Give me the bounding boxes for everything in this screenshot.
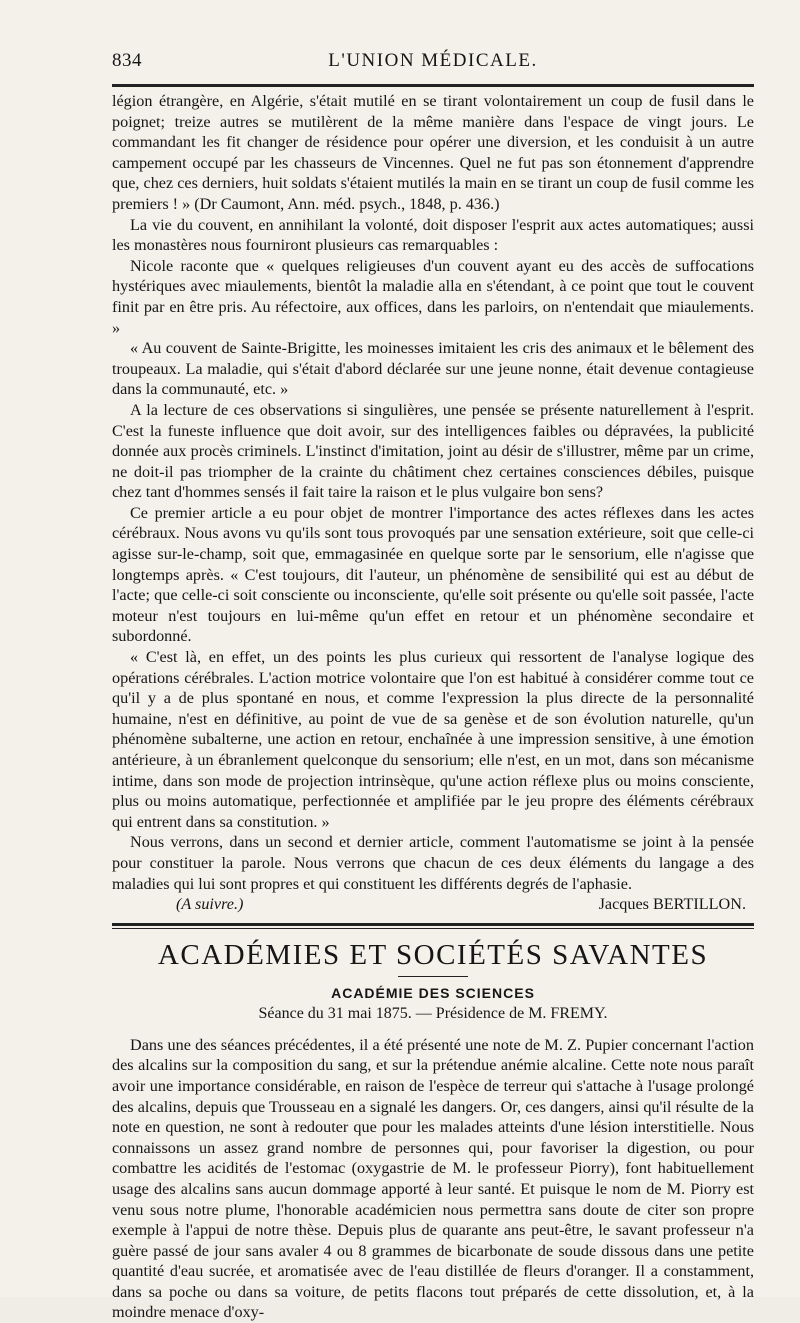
author-signature: Jacques BERTILLON. — [598, 895, 746, 914]
article-paragraph: « Au couvent de Sainte-Brigitte, les moinesses imitaient les cris des animaux et le bêlement des troupeaux. La maladie, qui s'était d'abord déclarée sur une jeune nonne, était devenue contagieuse dans la communauté, etc. » — [112, 339, 754, 399]
section-body — [112, 1035, 754, 1323]
to-be-continued: (A suivre.) — [176, 895, 244, 914]
signature-line — [112, 894, 754, 915]
section-rule-thick — [112, 923, 754, 926]
article-paragraph: Ce premier article a eu pour objet de montrer l'importance des actes réflexes dans les actes cérébraux. Nous avons vu qu'ils sont tous provoqués par une sensation extérieure, soit que celle-ci agisse sur-le-champ, soit que, emmagasinée en quelque sorte par le sensorium, elle n'agisse que longtemps après. « C'est toujours, dit l'auteur, un phénomène de sensibilité qui est au début de l'acte; que celle-ci soit consciente ou inconsciente, qu'elle soit présente ou qu'elle soit passée, l'acte moteur n'est toujours en lui-même qu'un effet en retour et un phénomène secondaire et subordonné. — [112, 503, 754, 646]
article-paragraph: Nous verrons, dans un second et dernier article, comment l'automatisme se joint à la pensée pour constituer la parole. Nous verrons que chacun de ces deux éléments du langage a des maladies qui lui sont propres et qui constituent les différents degrés de l'aphasie. — [112, 833, 754, 893]
article-paragraph: légion étrangère, en Algérie, s'était mutilé en se tirant volontairement un coup de fusil dans le poignet; treize autres se mutilèrent de la même manière dans l'espace de vingt jours. Le commandant les fit changer de résidence pour opérer une diversion, et les conduisit à un autre campement occupé par les chasseurs de Vincennes. Quel ne fut pas son étonnement d'apprendre que, chez ces derniers, huit soldats s'étaient mutilés la main en se tirant un coup de fusil comme les premiers ! » (Dr Caumont, Ann. méd. psych., 1848, p. 436.) — [112, 92, 754, 213]
article-paragraph: « C'est là, en effet, un des points les plus curieux qui ressortent de l'analyse logique des opérations cérébrales. L'action motrice volontaire que l'on est habitué à considérer comme tout ce qu'il y a de plus spontané en nous, et comme l'expression la plus directe de la personnalité humaine, n'est en définitive, au point de vue de sa genèse et de son évolution naturelle, qu'un phénomène subalterne, une action en retour, enchaînée à une impression sensitive, à une émotion antérieure, à un ébranlement quelconque du sensorium; elle n'est, en un mot, dans son mécanisme intime, dans son mode de projection intrinsèque, qu'une action réflexe plus ou moins consciente, plus ou moins automatique, perfectionnée et amplifiée par le jeu propre des éléments cérébraux qui entrent dans sa constitution. » — [112, 648, 754, 831]
academy-subtitle: ACADÉMIE DES SCIENCES — [331, 984, 535, 1001]
article-body — [112, 91, 754, 894]
article-paragraph: A la lecture de ces observations si singulières, une pensée se présente naturellement à l'esprit. C'est la funeste influence que doit avoir, sur des intelligences faibles ou dépravées, la publicité donnée aux procès criminels. L'instinct d'imitation, joint au désir de s'illustrer, même par un crime, ne doit-il pas triompher de la crainte du châtiment chez certaines consciences débiles, puisque chez tant d'hommes sensés il fait taire la raison et le plus vulgaire bon sens? — [112, 400, 754, 502]
section-title: ACADÉMIES ET SOCIÉTÉS SAVANTES — [157, 938, 709, 971]
journal-title: L'UNION MÉDICALE. — [328, 50, 538, 71]
article-paragraph: Nicole raconte que « quelques religieuses d'un couvent ayant eu des accès de suffocations hystériques avec miaulements, bientôt la maladie alla en s'étendant, à ce point que tout le couvent finit par en être pris. Au réfectoire, aux offices, dans les parloirs, on n'entendait que miaulements. » — [112, 256, 754, 337]
section-title-rule — [398, 976, 468, 977]
running-head — [112, 44, 754, 70]
session-line: Séance du 31 mai 1875. — Présidence de M. FREMY. — [258, 1004, 608, 1022]
header-rule — [112, 84, 754, 87]
article-paragraph: La vie du couvent, en annihilant la volonté, doit disposer l'esprit aux actes automatiques; aussi les monastères nous fourniront plusieurs cas remarquables : — [112, 215, 754, 255]
section-paragraph: Dans une des séances précédentes, il a été présenté une note de M. Z. Pupier concernant l'action des alcalins sur la composition du sang, et sur la prétendue anémie alcaline. Cette note nous paraît avoir une importance considérable, en raison de l'espèce de terreur qui s'attache à l'usage prolongé des alcalins, depuis que Trousseau en a signalé les dangers. Or, ces dangers, ainsi qu'il résulte de la note en question, ne sont à redouter que pour les malades atteints d'une lésion interstitielle. Nous connaissons un assez grand nombre de personnes qui, pour favoriser la digestion, ou pour combattre les acidités de l'estomac (oxygastrie de M. le professeur Piorry), font habituellement usage des alcalins sans aucun dommage apporté à leur santé. Et puisque le nom de M. Piorry est venu sous notre plume, l'honorable académicien nous permettra sans doute de citer son propre exemple à l'appui de notre thèse. Depuis plus de quarante ans peut-être, le savant professeur n'a guère passé de jour sans avaler 4 ou 8 grammes de bicarbonate de soude dissous dans une petite quantité d'eau sucrée, et aromatisée avec de l'eau distillée de fleurs d'oranger. Il a constamment, dans sa poche ou dans sa voiture, de petits flacons tout préparés de cette dissolution, et, à la moindre menace d'oxy- — [112, 1035, 754, 1322]
section-rule-thin — [112, 928, 754, 929]
page-number: 834 — [112, 50, 142, 71]
